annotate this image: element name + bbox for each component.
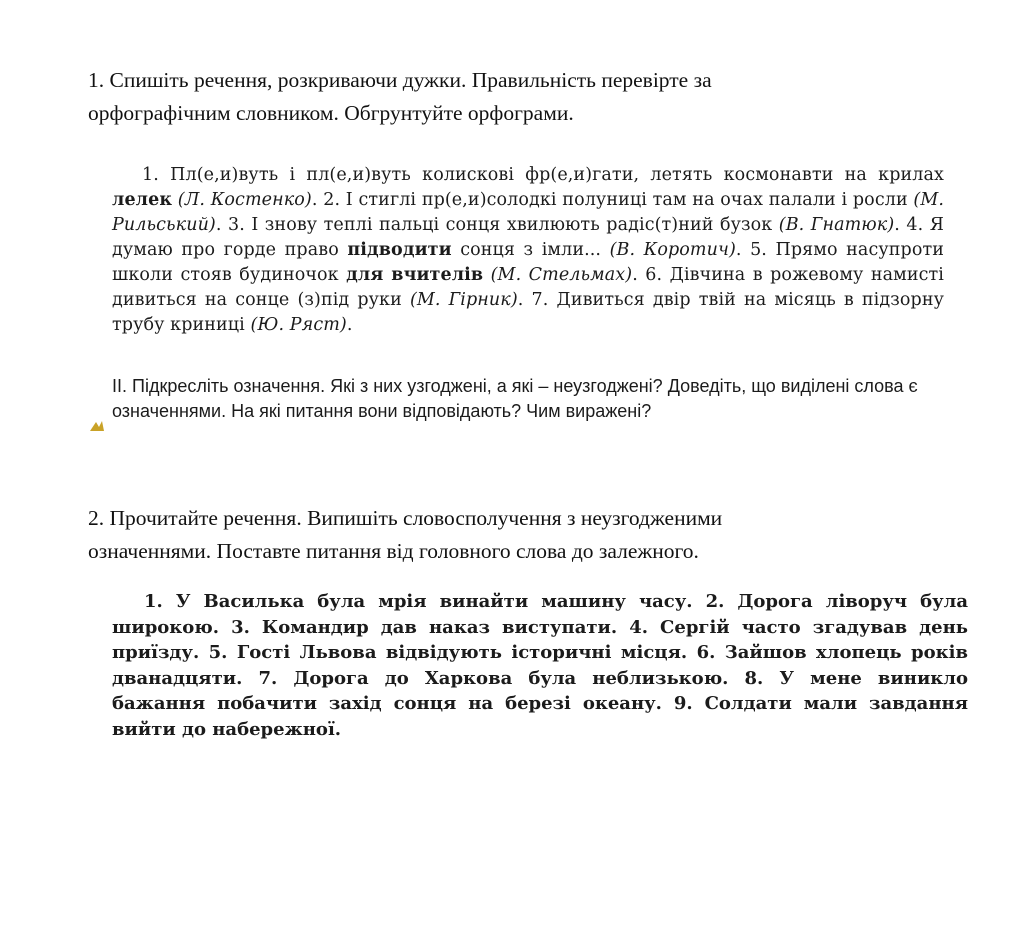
- task1-instruction: [88, 64, 968, 130]
- author-citation: (М. Рильський): [112, 190, 945, 235]
- task2-instruction: [88, 502, 968, 568]
- author-citation: (М. Стельмах): [490, 265, 633, 285]
- scan-artifact-icon: [88, 418, 106, 432]
- author-citation: (В. Коротич): [609, 240, 736, 260]
- task2-exercise-text: [112, 589, 968, 742]
- highlighted-word: лелек: [112, 190, 173, 210]
- author-citation: (В. Гнатюк): [778, 215, 895, 235]
- task1-exercise-text: [112, 163, 944, 338]
- highlighted-word: для вчителів: [346, 265, 484, 285]
- task2-instruction-line1: 2. Прочитайте речення. Випишіть словосполучення з неузгодженими: [88, 506, 723, 530]
- task1-part2-instruction: ІІ. Підкресліть означення. Які з них узгоджені, а які – неузгоджені? Доведіть, що виділені слова є означеннями. На які питання вони відповідають? Чим виражені?: [112, 376, 918, 421]
- task1-instruction-line1: 1. Спишіть речення, розкриваючи дужки. Правильність перевірте за: [88, 68, 712, 92]
- task1-instruction-line2: орфографічним словником. Обгрунтуйте орфограми.: [88, 101, 574, 125]
- task1-sentences: 1. Пл(е,и)вуть і пл(е,и)вуть колискові фр(е,и)гати, летять космонавти на крилах лелек (Л. Костенко). 2. І стиглі пр(е,и)солодкі полуниці там на очах палали і росли (М. Рильський). 3. І знову теплі пальці сонця хвилюють радіс(т)ний бузок (В. Гнатюк). 4. Я думаю про горде право підводити сонця з імли... (В. Коротич). 5. Прямо насупроти школи стояв будиночок для вчителів (М. Стельмах). 6. Дівчина в рожевому намисті дивиться на сонце (з)під руки (М. Гірник). 7. Дивиться двір твій на місяць в підзорну трубу криниці (Ю. Ряст).: [112, 165, 945, 335]
- task2-sentences: 1. У Василька була мрія винайти машину часу. 2. Дорога ліворуч була широкою. 3. Командир дав наказ виступати. 4. Сергій часто згадував день приїзду. 5. Гості Львова відвідують історичні місця. 6. Зайшов хлопець років дванадцяти. 7. Дорога до Харкова була неблизькою. 8. У мене виникло бажання побачити захід сонця на березі океану. 9. Солдати мали завдання вийти до набережної.: [112, 591, 968, 740]
- author-citation: (М. Гірник): [409, 290, 518, 310]
- author-citation: (Ю. Ряст): [250, 315, 347, 335]
- highlighted-word: підводити: [347, 240, 452, 260]
- task2-instruction-line2: означеннями. Поставте питання від головного слова до залежного.: [88, 539, 699, 563]
- author-citation: (Л. Костенко): [177, 190, 312, 210]
